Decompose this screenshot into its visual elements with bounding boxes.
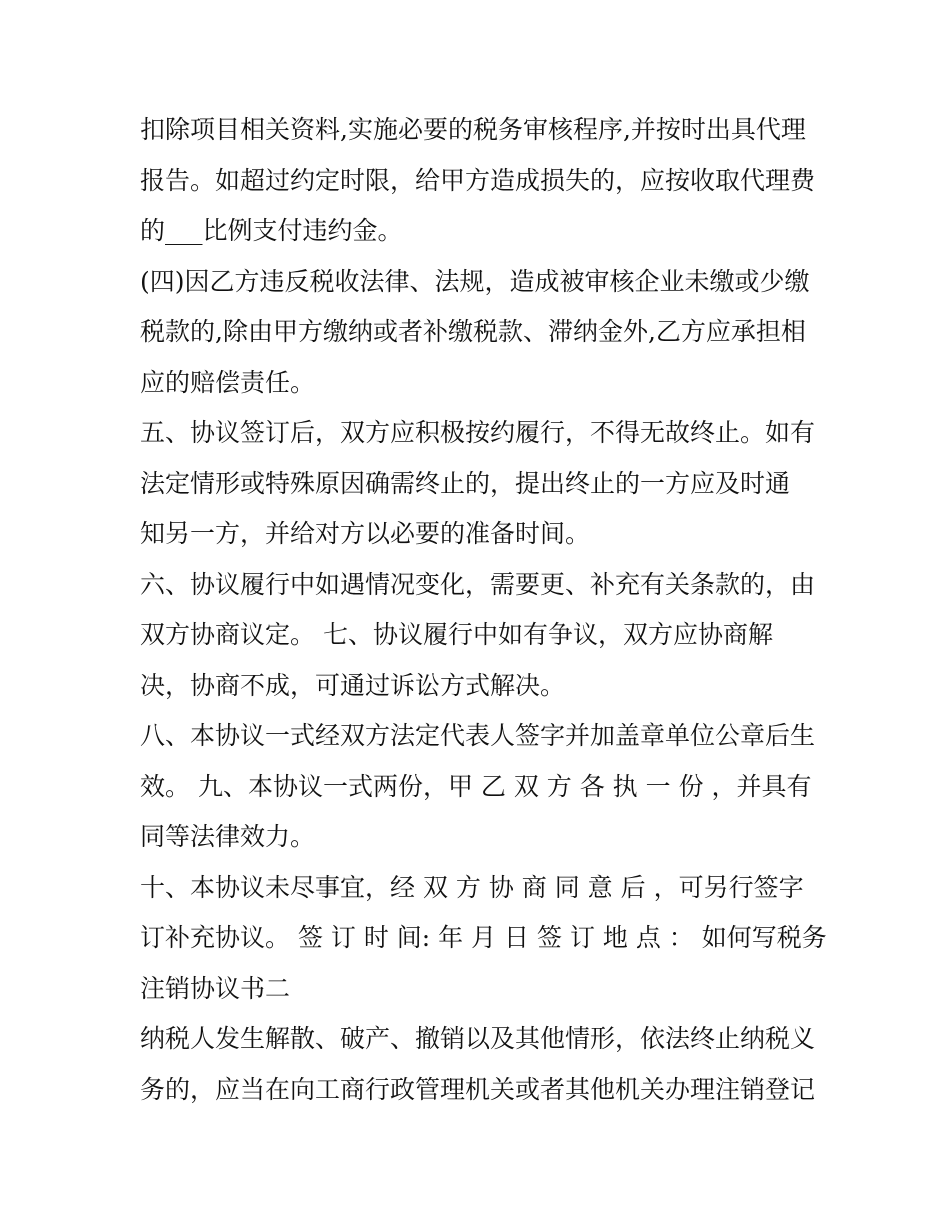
text-line: 五、协议签订后，双方应积极按约履行，不得无故终止。如有	[140, 418, 816, 447]
text-line: 法定情形或特殊原因确需终止的，提出终止的一方应及时通	[140, 469, 791, 498]
text-line: 订补充协议。 签 订 时 间: 年 月 日 签 订 地 点 ： 如何写税务	[140, 923, 827, 952]
text-line: 决，协商不成，可通过诉讼方式解决。	[140, 671, 566, 700]
text-line: 效。 九、本协议一式两份，甲 乙 双 方 各 执 一 份 ，并具有	[140, 772, 812, 801]
text-line: 税款的,除由甲方缴纳或者补缴税款、滞纳金外,乙方应承担相	[140, 317, 806, 346]
text-line: 务的，应当在向工商行政管理机关或者其他机关办理注销登记	[140, 1075, 816, 1104]
text-line: 同等法律效力。	[140, 822, 316, 851]
text-line: 十、本协议未尽事宜，经 双 方 协 商 同 意 后 ，可另行签字	[140, 873, 804, 902]
text-line: 六、协议履行中如遇情况变化，需要更、补充有关条款的，由	[140, 570, 816, 599]
text-line: 的___比例支付违约金。	[140, 216, 403, 245]
text-line: 扣除项目相关资料,实施必要的税务审核程序,并按时出具代理	[140, 115, 806, 144]
text-line: 双方协商议定。 七、协议履行中如有争议，双方应协商解	[140, 620, 773, 649]
text-line: 知另一方，并给对方以必要的准备时间。	[140, 519, 591, 548]
text-line: (四)因乙方违反税收法律、法规，造成被审核企业未缴或少缴	[140, 267, 810, 296]
text-line: 报告。如超过约定时限，给甲方造成损失的，应按收取代理费	[140, 166, 816, 195]
text-line: 八、本协议一式经双方法定代表人签字并加盖章单位公章后生	[140, 721, 816, 750]
text-line: 注销协议书二	[140, 974, 291, 1003]
text-line: 纳税人发生解散、破产、撤销以及其他情形，依法终止纳税义	[140, 1024, 816, 1053]
text-line: 应的赔偿责任。	[140, 368, 316, 397]
